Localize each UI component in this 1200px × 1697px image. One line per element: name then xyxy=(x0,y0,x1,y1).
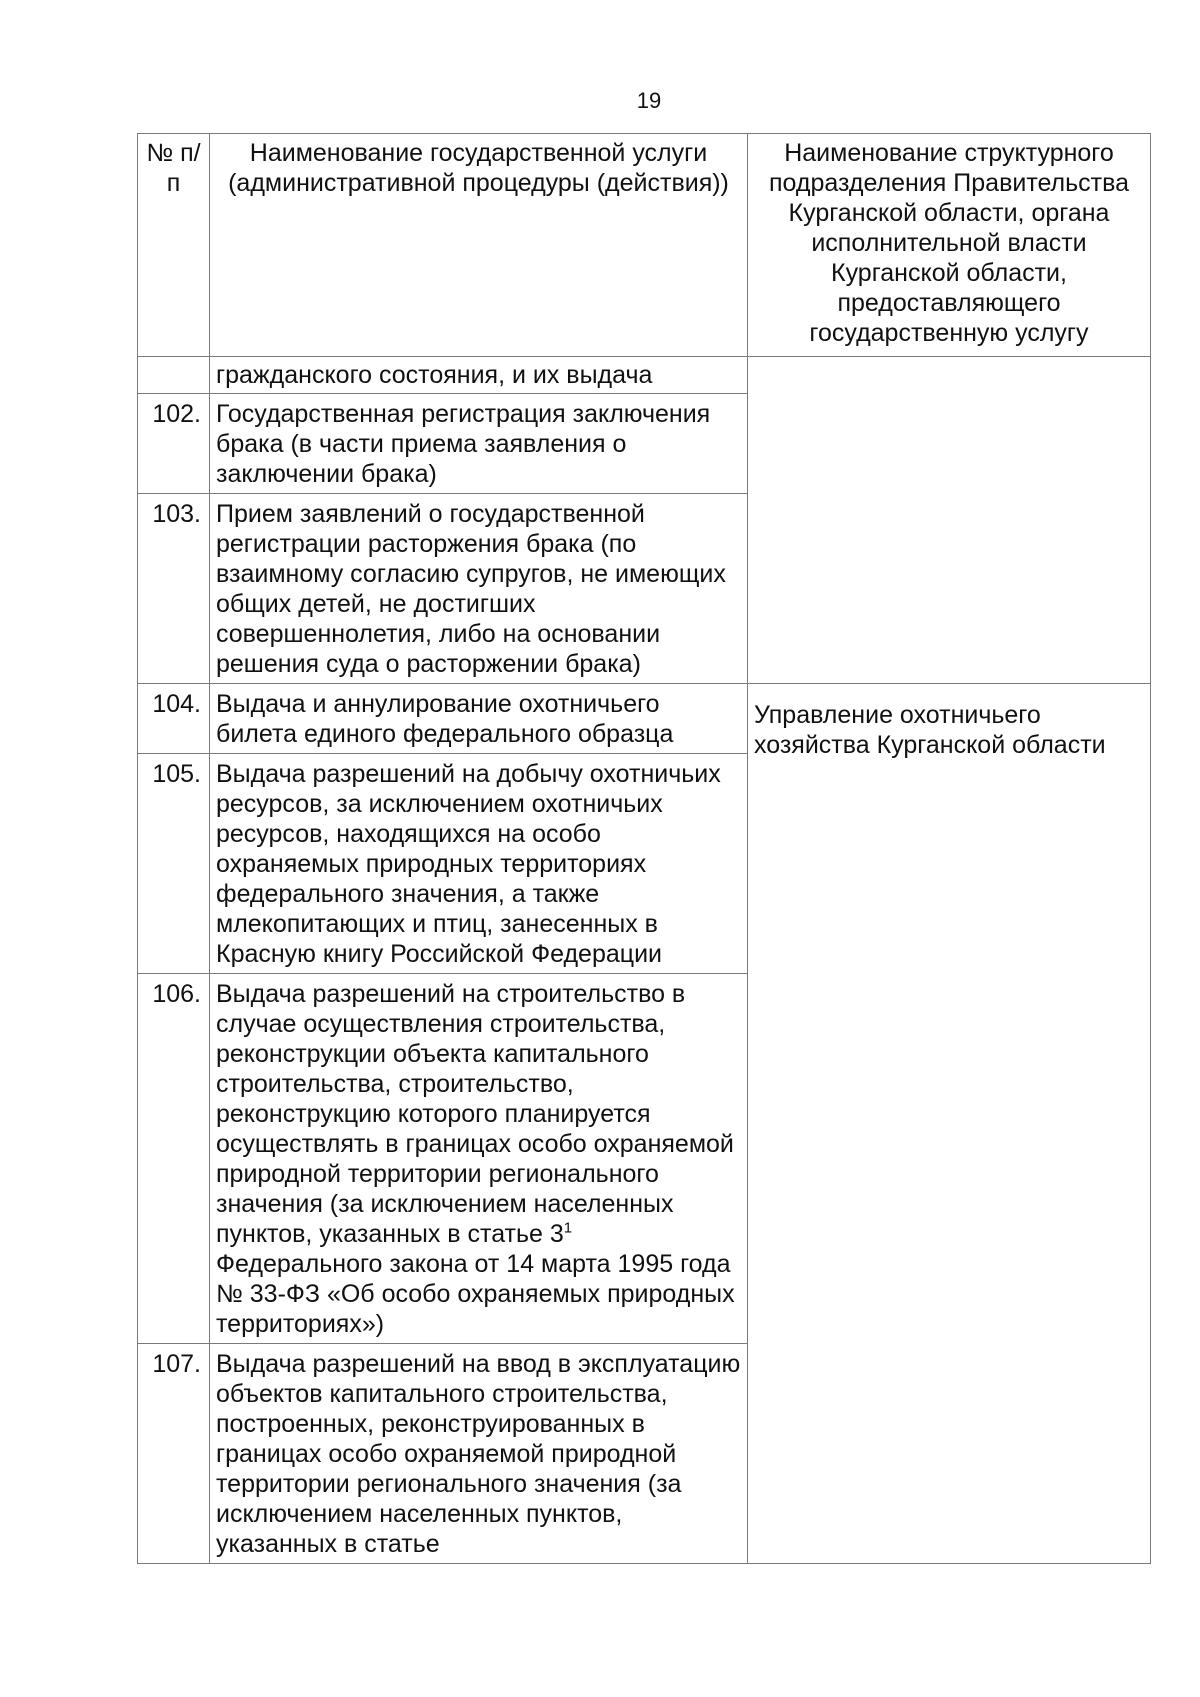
row-number: 107. xyxy=(138,1344,210,1564)
row-number: 102. xyxy=(138,394,210,494)
superscript: 1 xyxy=(563,1219,573,1237)
header-service: Наименование государственной услуги (административной процедуры (действия)) xyxy=(210,134,748,357)
department-cell: Управление охотничьего хозяйства Курганской области xyxy=(748,684,1151,1564)
row-number: 105. xyxy=(138,754,210,974)
row-service: Государственная регистрация заключения брака (в части приема заявления о заключении брака) xyxy=(210,394,748,494)
header-department: Наименование структурного подразделения Правительства Курганской области, органа исполнительной власти Курганской области, предоставляющего государственную услугу xyxy=(748,134,1151,357)
row-service-text: Федерального закона от 14 марта 1995 года № 33-ФЗ «Об особо охраняемых природных территориях») xyxy=(216,1250,735,1338)
row-number: 104. xyxy=(138,684,210,754)
department-cell xyxy=(748,357,1151,684)
row-number: 103. xyxy=(138,494,210,684)
row-service: Прием заявлений о государственной регистрации расторжения брака (по взаимному согласию супругов, не имеющих общих детей, не достигших совершеннолетия, либо на основании решения суда о расторжении брака) xyxy=(210,494,748,684)
row-service: Выдача разрешений на ввод в эксплуатацию объектов капитального строительства, построенных, реконструированных в границах особо охраняемой природной территории регионального значения (за исключением населенных пунктов, указанных в статье xyxy=(210,1344,748,1564)
row-service xyxy=(210,974,748,1344)
row-number xyxy=(138,357,210,394)
table-row xyxy=(138,357,1151,394)
row-service: Выдача разрешений на добычу охотничьих ресурсов, за исключением охотничьих ресурсов, находящихся на особо охраняемых природных территориях федерального значения, а также млекопитающих и птиц, занесенных в Красную книгу Российской Федерации xyxy=(210,754,748,974)
table-header-row xyxy=(138,134,1151,357)
services-table xyxy=(137,133,1151,1564)
row-number: 106. xyxy=(138,974,210,1344)
row-service: Выдача и аннулирование охотничьего билета единого федерального образца xyxy=(210,684,748,754)
table-row xyxy=(138,684,1151,754)
page-number: 19 xyxy=(636,88,662,113)
row-service-text: Выдача разрешений на строительство в случае осуществления строительства, реконструкции объекта капитального строительства, строительство, реконструкцию которого планируется осуществлять в границах особо охраняемой природной территории регионального значения (за исключением населенных пунктов, указанных в статье 3 xyxy=(216,980,734,1248)
row-service: гражданского состояния, и их выдача xyxy=(210,357,748,394)
header-number: № п/п xyxy=(138,134,210,357)
